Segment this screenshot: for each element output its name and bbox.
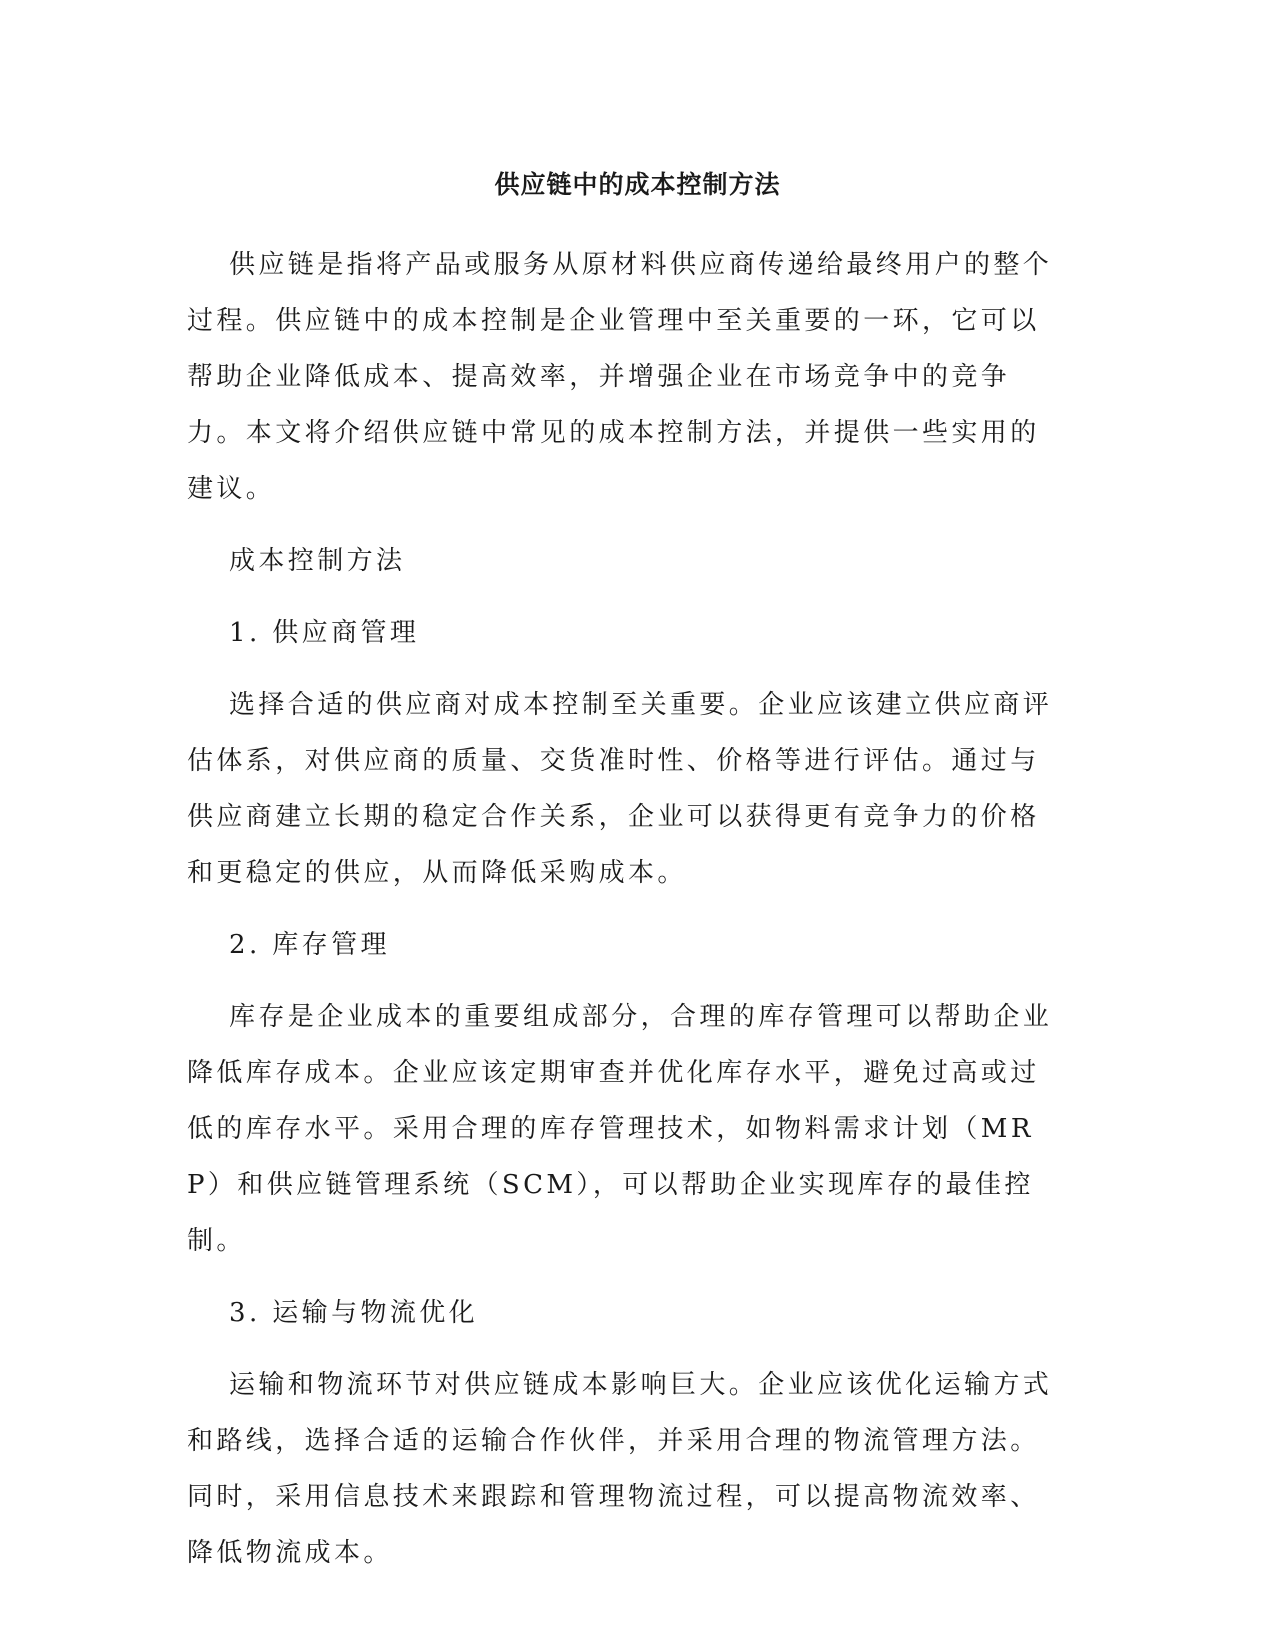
paragraph-logistics: 运输和物流环节对供应链成本影响巨大。企业应该优化运输方式和路线，选择合适的运输合作伙伴，并采用合理的物流管理方法。同时，采用信息技术来跟踪和管理物流过程，可以提高物流效率、降低物流成本。 [187, 1370, 1053, 1568]
document-title: 供应链中的成本控制方法 [494, 170, 781, 199]
paragraph-inventory: 库存是企业成本的重要组成部分，合理的库存管理可以帮助企业降低库存成本。企业应该定期审查并优化库存水平，避免过高或过低的库存水平。采用合理的库存管理技术，如物料需求计划（MRP）和供应链管理系统（SCM），可以帮助企业实现库存的最佳控制。 [187, 1002, 1053, 1256]
subsection-heading-inventory: 2. 库存管理 [229, 930, 390, 960]
subsection-heading-logistics: 3. 运输与物流优化 [229, 1298, 479, 1328]
section-heading: 成本控制方法 [229, 546, 406, 576]
paragraph-supplier: 选择合适的供应商对成本控制至关重要。企业应该建立供应商评估体系，对供应商的质量、交货准时性、价格等进行评估。通过与供应商建立长期的稳定合作关系，企业可以获得更有竞争力的价格和更稳定的供应，从而降低采购成本。 [187, 690, 1053, 888]
subsection-heading-supplier: 1. 供应商管理 [229, 618, 420, 648]
intro-paragraph: 供应链是指将产品或服务从原材料供应商传递给最终用户的整个过程。供应链中的成本控制是企业管理中至关重要的一环，它可以帮助企业降低成本、提高效率，并增强企业在市场竞争中的竞争力。本文将介绍供应链中常见的成本控制方法，并提供一些实用的建议。 [187, 250, 1053, 504]
document-body [187, 237, 1067, 1597]
